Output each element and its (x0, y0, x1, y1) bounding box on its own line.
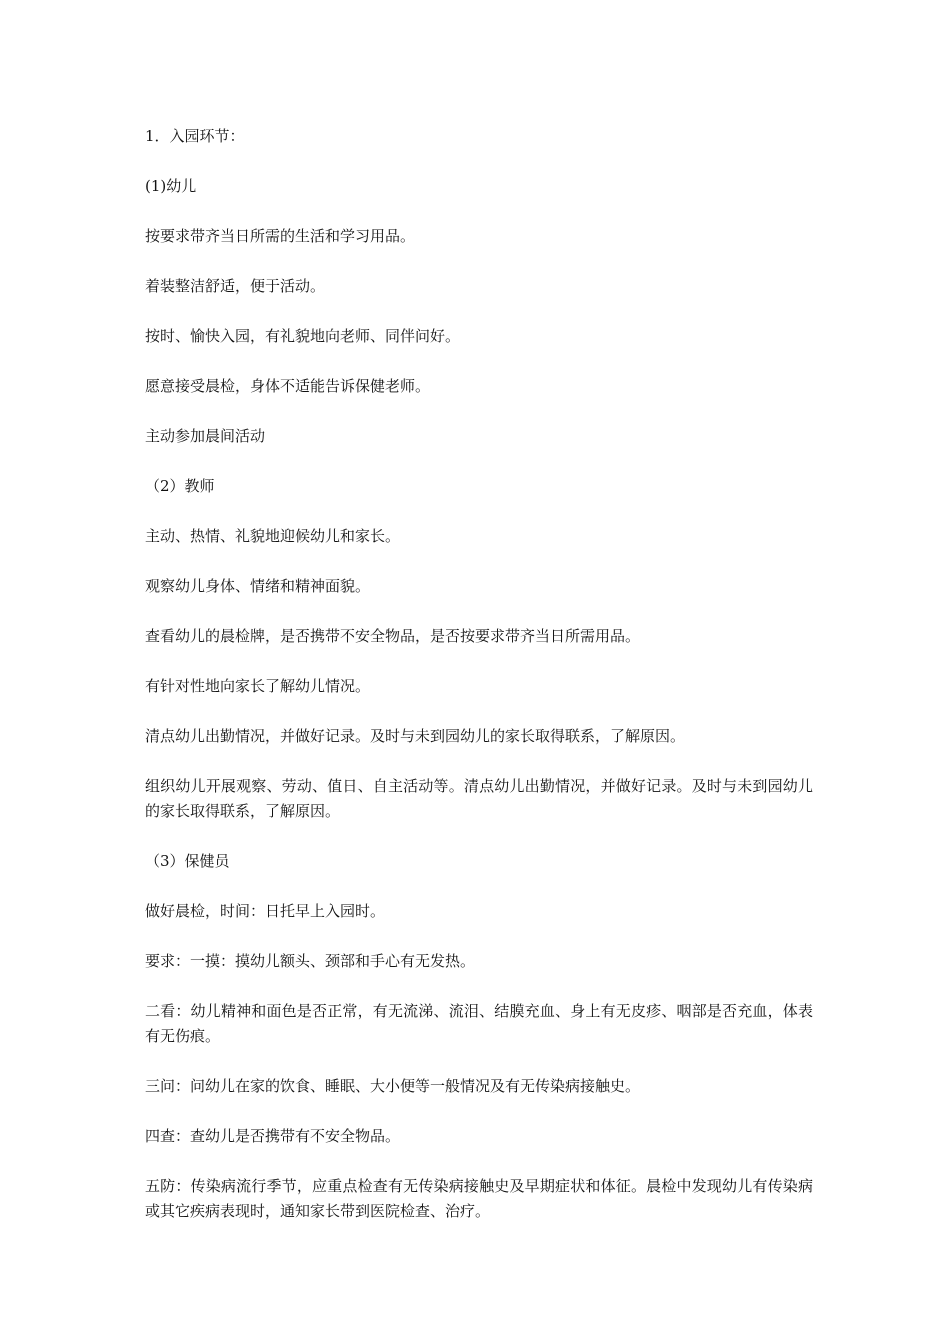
paragraph: 按要求带齐当日所需的生活和学习用品。 (145, 227, 416, 245)
paragraph: 组织幼儿开展观察、劳动、值日、自主活动等。清点幼儿出勤情况，并做好记录。及时与未到园幼儿的家长取得联系，了解原因。 (145, 777, 813, 820)
paragraph: 二看：幼儿精神和面色是否正常，有无流涕、流泪、结膜充血、身上有无皮疹、咽部是否充血，体表有无伤痕。 (145, 1002, 813, 1045)
paragraph: 愿意接受晨检，身体不适能告诉保健老师。 (145, 377, 431, 395)
paragraph: 着装整洁舒适，便于活动。 (145, 277, 326, 295)
subheading-health-worker: （3）保健员 (145, 852, 230, 870)
paragraph: 四查：查幼儿是否携带有不安全物品。 (145, 1127, 401, 1145)
paragraph: 有针对性地向家长了解幼儿情况。 (145, 677, 371, 695)
paragraph: 清点幼儿出勤情况，并做好记录。及时与未到园幼儿的家长取得联系，了解原因。 (145, 727, 686, 745)
paragraph: 做好晨检，时间：日托早上入园时。 (145, 902, 386, 920)
paragraph: 五防：传染病流行季节，应重点检查有无传染病接触史及早期症状和体征。晨检中发现幼儿有传染病或其它疾病表现时，通知家长带到医院检查、治疗。 (145, 1177, 813, 1220)
document-body (145, 124, 813, 1249)
subheading-teacher: （2）教师 (145, 477, 215, 495)
paragraph: 观察幼儿身体、情绪和精神面貌。 (145, 577, 371, 595)
subheading-children: (1)幼儿 (145, 177, 197, 195)
paragraph: 按时、愉快入园，有礼貌地向老师、同伴问好。 (145, 327, 461, 345)
paragraph: 要求：一摸：摸幼儿额头、颈部和手心有无发热。 (145, 952, 476, 970)
paragraph: 主动参加晨间活动 (145, 427, 266, 445)
paragraph: 主动、热情、礼貌地迎候幼儿和家长。 (145, 527, 401, 545)
paragraph: 三问：问幼儿在家的饮食、睡眠、大小便等一般情况及有无传染病接触史。 (145, 1077, 641, 1095)
section-heading-entry: 1．入园环节： (145, 127, 245, 145)
paragraph: 查看幼儿的晨检牌，是否携带不安全物品，是否按要求带齐当日所需用品。 (145, 627, 641, 645)
